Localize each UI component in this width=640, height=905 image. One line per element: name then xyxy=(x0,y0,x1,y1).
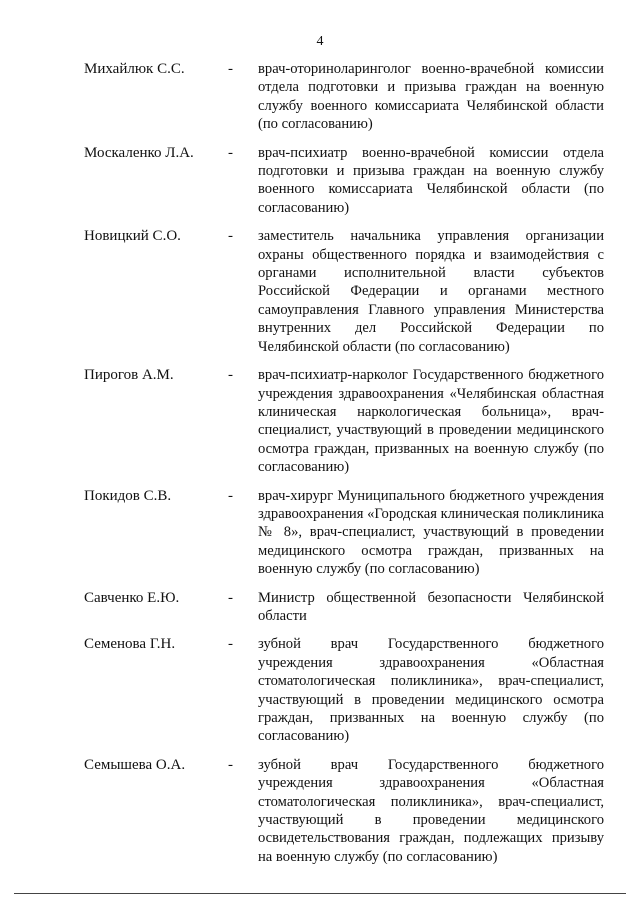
member-position: врач-хирург Муниципального бюджетного учреждения здравоохранения «Городская клиническая поликлиника № 8», врач-специалист, участвующий в проведении медицинского осмотра граждан, призванных на военную службу (по согласованию) xyxy=(258,487,604,578)
member-position: зубной врач Государственного бюджетного учреждения здравоохранения «Областная стоматологическая поликлиника», врач-специалист, участвующий в проведении медицинского освидетельствования граждан, подлежащих призыву на военную службу (по согласованию) xyxy=(258,756,604,865)
member-name: Покидов С.В. xyxy=(84,487,172,504)
member-position: Министр общественной безопасности Челябинской области xyxy=(258,589,604,624)
page-number: 4 xyxy=(316,34,324,49)
dash-separator: - xyxy=(228,228,233,245)
member-entry xyxy=(0,756,640,866)
member-entry xyxy=(0,589,640,626)
dash-separator: - xyxy=(228,589,233,606)
member-entry xyxy=(0,144,640,218)
member-position: зубной врач Государственного бюджетного учреждения здравоохранения «Областная стоматологическая поликлиника», врач-специалист, участвующий в проведении медицинского осмотра граждан, призванных на военную службу (по согласованию) xyxy=(258,636,604,745)
member-name: Семенова Г.Н. xyxy=(84,636,176,653)
member-entry xyxy=(0,635,640,745)
dash-separator: - xyxy=(228,367,233,384)
dash-separator: - xyxy=(228,636,233,653)
member-name: Новицкий С.О. xyxy=(84,228,181,245)
member-entry xyxy=(0,487,640,579)
dash-separator: - xyxy=(228,61,233,77)
dash-separator: - xyxy=(228,144,233,161)
member-position: заместитель начальника управления организации охраны общественного порядка и взаимодействия с органами исполнительной власти субъектов Российской Федерации и органами местного самоуправления Главного управления Министерства внутренних дел Российской Федерации по Челябинской области (по согласованию) xyxy=(258,228,604,355)
member-name: Семышева О.А. xyxy=(84,756,186,773)
member-name: Пирогов А.М. xyxy=(84,367,174,384)
dash-separator: - xyxy=(228,487,233,504)
member-position: врач-психиатр военно-врачебной комиссии отдела подготовки и призыва граждан на военную службу военного комиссариата Челябинской области (по согласованию) xyxy=(258,144,604,216)
member-entry xyxy=(0,366,640,476)
member-name: Михайлюк С.С. xyxy=(84,61,185,77)
member-name: Савченко Е.Ю. xyxy=(84,589,180,606)
member-position: врач-психиатр-нарколог Государственного бюджетного учреждения здравоохранения «Челябинская областная клиническая наркологическая больница», врач-специалист, участвующий в проведении медицинского осмотра граждан, призванных на военную службу (по согласованию) xyxy=(258,367,604,476)
member-entry xyxy=(0,60,640,134)
dash-separator: - xyxy=(228,756,233,773)
member-name: Москаленко Л.А. xyxy=(84,144,194,161)
member-list xyxy=(0,60,640,876)
footer-divider xyxy=(14,893,626,894)
member-entry xyxy=(0,227,640,356)
member-position: врач-оториноларинголог военно-врачебной комиссии отдела подготовки и призыва граждан на военную службу военного комиссариата Челябинской области (по согласованию) xyxy=(258,61,604,133)
